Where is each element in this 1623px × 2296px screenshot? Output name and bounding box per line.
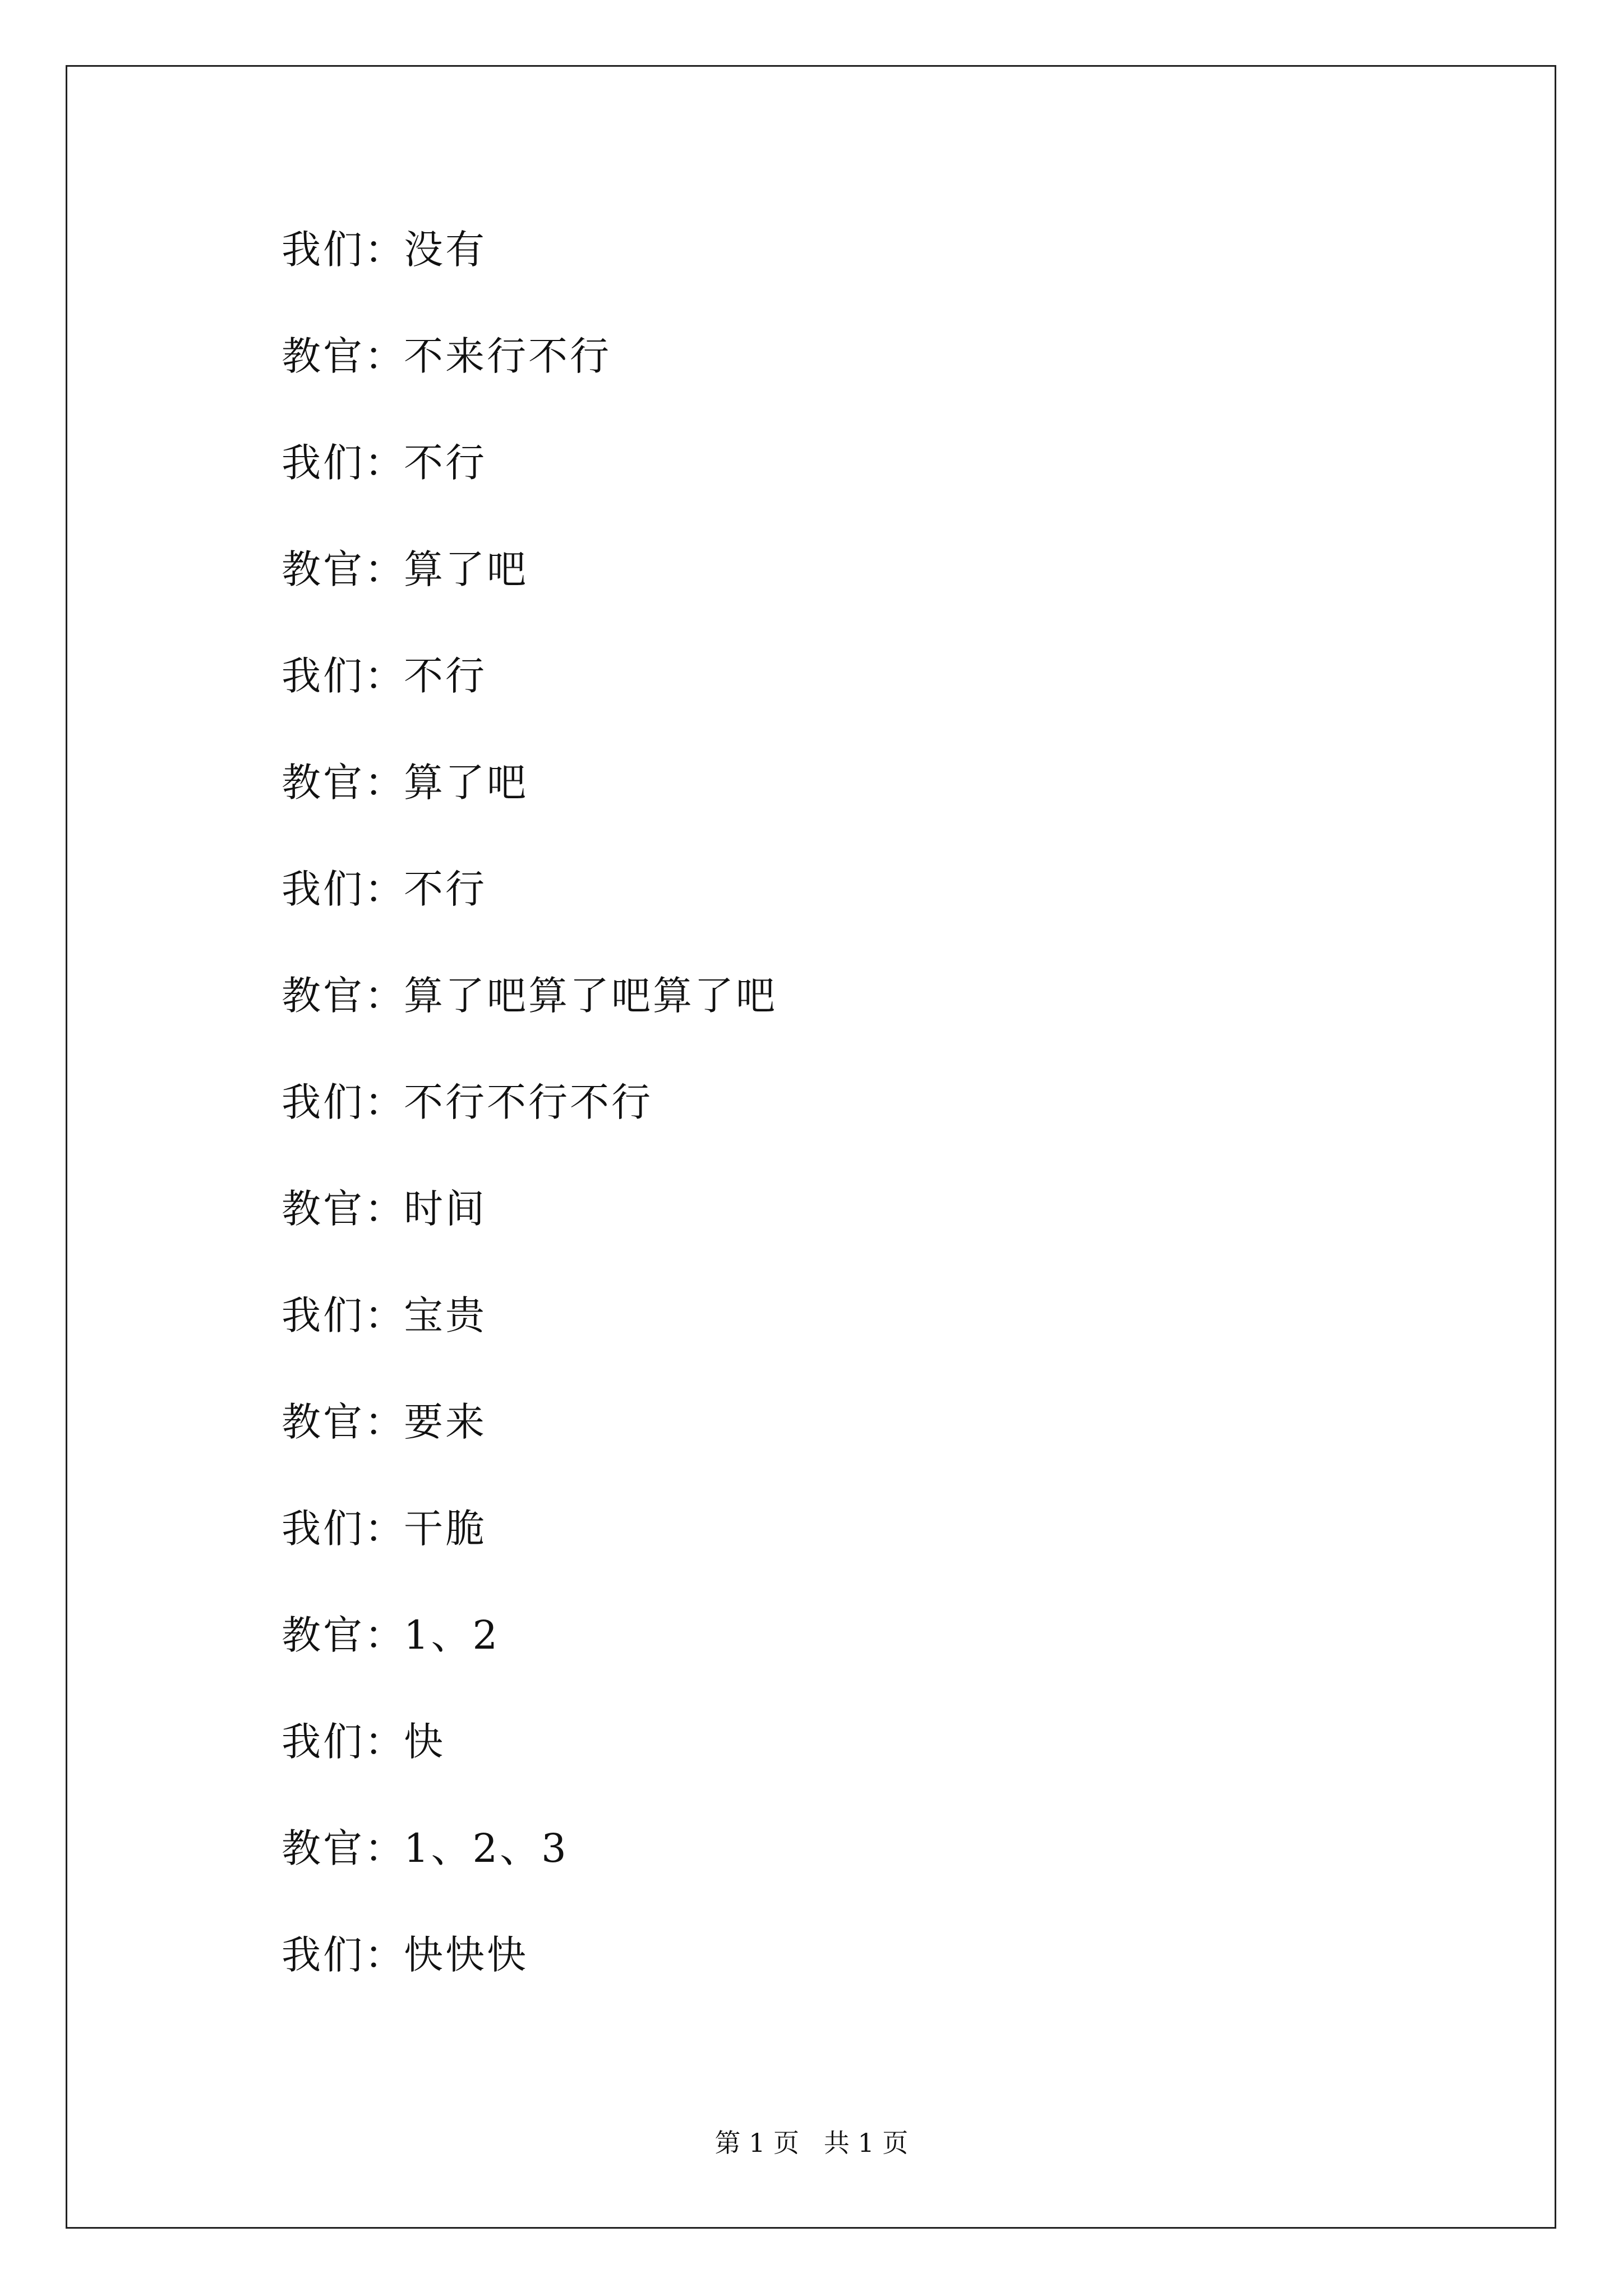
dialogue-line — [282, 1391, 777, 1498]
speaker-name: 我们 — [282, 1292, 365, 1338]
colon: ： — [365, 973, 406, 1019]
colon: ： — [365, 653, 406, 699]
utterance-text: 不行 — [404, 653, 487, 699]
colon: ： — [365, 1719, 406, 1765]
colon: ： — [365, 760, 406, 806]
dialogue-line — [282, 965, 777, 1071]
utterance-text: 快快快 — [404, 1932, 528, 1978]
utterance-text: 不行 — [404, 440, 487, 486]
dialogue-line — [282, 1924, 777, 2031]
page-number-footer: 第 1 页 共 1 页 — [714, 2128, 909, 2158]
utterance-text: 1、2、3 — [404, 1825, 569, 1871]
speaker-name: 我们 — [282, 1719, 365, 1765]
utterance-text: 算了吧 — [404, 760, 528, 806]
utterance-text: 要来 — [404, 1399, 487, 1445]
dialogue-line — [282, 645, 777, 752]
speaker-name: 教官 — [282, 1825, 365, 1871]
colon: ： — [365, 546, 406, 592]
dialogue-line — [282, 1711, 777, 1818]
speaker-name: 我们 — [282, 1506, 365, 1552]
speaker-name: 教官 — [282, 1186, 365, 1232]
colon: ： — [365, 1186, 406, 1232]
speaker-name: 教官 — [282, 973, 365, 1019]
speaker-name: 教官 — [282, 546, 365, 592]
dialogue-line — [282, 1498, 777, 1604]
dialogue-line — [282, 1604, 777, 1711]
speaker-name: 我们 — [282, 440, 365, 486]
utterance-text: 算了吧算了吧算了吧 — [404, 973, 777, 1019]
colon: ： — [365, 227, 406, 273]
speaker-name: 教官 — [282, 760, 365, 806]
utterance-text: 不来行不行 — [404, 333, 611, 379]
speaker-name: 我们 — [282, 1932, 365, 1978]
dialogue-line — [282, 1285, 777, 1391]
dialogue-line — [282, 1178, 777, 1285]
speaker-name: 教官 — [282, 1612, 365, 1658]
speaker-name: 我们 — [282, 227, 365, 273]
speaker-name: 我们 — [282, 866, 365, 912]
colon: ： — [365, 333, 406, 379]
dialogue-line — [282, 432, 777, 539]
utterance-text: 算了吧 — [404, 546, 528, 592]
colon: ： — [365, 866, 406, 912]
utterance-text: 快 — [404, 1719, 445, 1765]
dialogue-line — [282, 1071, 777, 1178]
dialogue-line — [282, 219, 777, 325]
speaker-name: 我们 — [282, 1079, 365, 1125]
colon: ： — [365, 440, 406, 486]
utterance-text: 1、2 — [404, 1612, 500, 1658]
utterance-text: 时间 — [404, 1186, 487, 1232]
speaker-name: 教官 — [282, 1399, 365, 1445]
colon: ： — [365, 1612, 406, 1658]
dialogue-line — [282, 539, 777, 645]
dialogue-list — [282, 219, 777, 2031]
colon: ： — [365, 1399, 406, 1445]
speaker-name: 教官 — [282, 333, 365, 379]
colon: ： — [365, 1506, 406, 1552]
colon: ： — [365, 1825, 406, 1871]
utterance-text: 不行不行不行 — [404, 1079, 653, 1125]
colon: ： — [365, 1932, 406, 1978]
utterance-text: 不行 — [404, 866, 487, 912]
colon: ： — [365, 1079, 406, 1125]
dialogue-line — [282, 752, 777, 858]
utterance-text: 干脆 — [404, 1506, 487, 1552]
dialogue-line — [282, 858, 777, 965]
speaker-name: 我们 — [282, 653, 365, 699]
utterance-text: 宝贵 — [404, 1292, 487, 1338]
utterance-text: 没有 — [404, 227, 487, 273]
dialogue-line — [282, 325, 777, 432]
dialogue-line — [282, 1818, 777, 1924]
colon: ： — [365, 1292, 406, 1338]
